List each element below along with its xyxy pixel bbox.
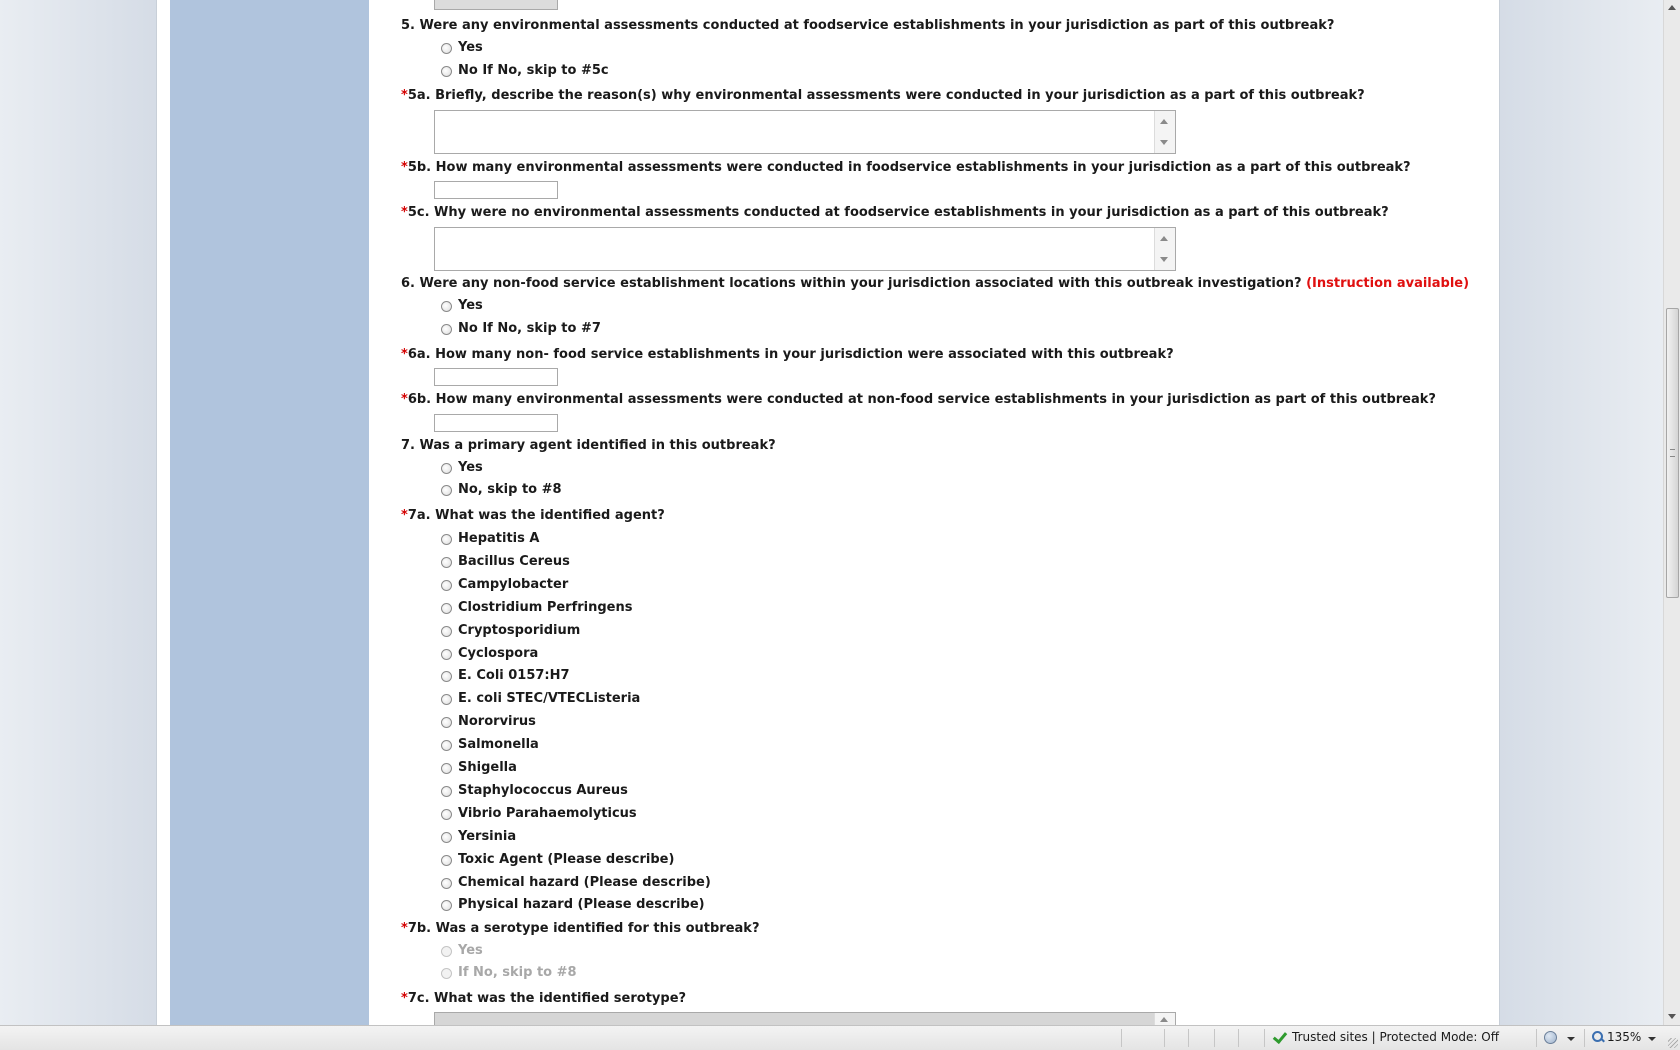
question-text: Was a primary agent identified in this outbreak? (419, 438, 776, 453)
option-label: Yersinia (458, 829, 517, 844)
question-7c (401, 991, 686, 1007)
radio-button[interactable] (441, 485, 452, 496)
zoom-control[interactable] (1592, 1030, 1641, 1044)
radio-button[interactable] (441, 900, 452, 911)
option-label: E. Coli 0157:H7 (458, 668, 570, 683)
option-label: Bacillus Cereus (458, 554, 570, 569)
q7-option-no[interactable] (441, 481, 562, 499)
question-number: 5b. (407, 160, 432, 175)
question-5 (401, 18, 1334, 34)
page-vertical-scrollbar[interactable] (1663, 0, 1680, 1025)
status-divider (1121, 1029, 1122, 1047)
q5a-textarea[interactable] (434, 110, 1176, 154)
radio-button (441, 968, 452, 979)
q7a-agent-option[interactable] (441, 530, 539, 548)
radio-button[interactable] (441, 809, 452, 820)
option-label: Cyclospora (458, 646, 539, 661)
textarea-scrollbar[interactable] (1154, 111, 1175, 153)
question-7a (401, 508, 665, 524)
option-label: Vibrio Parahaemolyticus (458, 806, 637, 821)
question-number: 6. (401, 276, 415, 291)
zoom-level: 135% (1607, 1030, 1642, 1044)
question-number: 7c. (407, 991, 430, 1006)
radio-button[interactable] (441, 626, 452, 637)
chevron-down-icon[interactable] (1567, 1037, 1575, 1041)
q6-option-yes[interactable] (441, 297, 483, 315)
q6a-number-input[interactable] (434, 368, 558, 386)
q7a-agent-option[interactable] (441, 576, 568, 594)
question-6 (401, 276, 1469, 292)
question-number: 5c. (407, 205, 430, 220)
required-marker: * (401, 347, 408, 362)
radio-button (441, 946, 452, 957)
q7c-textarea (434, 1012, 1176, 1025)
question-5b (401, 160, 1411, 176)
scroll-down-arrow-icon[interactable] (1160, 257, 1168, 262)
page-background-left (0, 0, 156, 1025)
option-label: Shigella (458, 760, 517, 775)
q7a-agent-option[interactable] (441, 622, 580, 640)
question-number: 6b. (407, 392, 432, 407)
q7a-agent-option[interactable] (441, 896, 705, 914)
question-text: What was the identified agent? (435, 508, 665, 523)
option-label: Campylobacter (458, 577, 569, 592)
question-number: 7b. (407, 921, 432, 936)
q7a-agent-option[interactable] (441, 645, 538, 663)
q7a-agent-option[interactable] (441, 851, 674, 869)
q7a-agent-option[interactable] (441, 667, 570, 685)
question-5a (401, 88, 1365, 104)
required-marker: * (401, 392, 408, 407)
scroll-up-arrow-icon[interactable] (1668, 5, 1676, 10)
question-number: 6a. (407, 347, 431, 362)
question-number: 7a. (407, 508, 431, 523)
required-marker: * (401, 991, 408, 1006)
scroll-up-arrow-icon (1160, 1017, 1168, 1022)
scroll-down-arrow-icon[interactable] (1668, 1014, 1676, 1019)
question-7b (401, 921, 759, 937)
radio-button[interactable] (441, 463, 452, 474)
option-label: Cryptosporidium (458, 623, 581, 638)
question-6b (401, 392, 1436, 408)
radio-button[interactable] (441, 717, 452, 728)
radio-button[interactable] (441, 603, 452, 614)
radio-button[interactable] (441, 66, 452, 77)
magnifier-icon (1592, 1031, 1604, 1043)
q7a-agent-option[interactable] (441, 599, 632, 617)
required-marker: * (401, 508, 408, 523)
q7a-agent-option[interactable] (441, 782, 628, 800)
option-label: If No, skip to #8 (458, 965, 577, 980)
required-marker: * (401, 88, 408, 103)
q5-option-yes[interactable] (441, 39, 483, 57)
scroll-up-arrow-icon[interactable] (1160, 236, 1168, 241)
q6-option-no[interactable] (441, 320, 601, 338)
radio-button[interactable] (441, 878, 452, 889)
q7a-agent-option[interactable] (441, 874, 711, 892)
radio-button[interactable] (441, 763, 452, 774)
option-label: No, skip to #8 (458, 482, 562, 497)
question-5c (401, 205, 1389, 221)
scroll-down-arrow-icon[interactable] (1160, 140, 1168, 145)
scroll-up-arrow-icon[interactable] (1160, 119, 1168, 124)
q5-option-no[interactable] (441, 62, 609, 80)
question-text: Were any environmental assessments conducted at foodservice establishments in your jurisdiction as part of this outbreak? (419, 18, 1335, 33)
status-divider (1214, 1029, 1215, 1047)
grip-icon (1670, 449, 1675, 457)
option-label: Clostridium Perfringens (458, 600, 633, 615)
left-sidebar-band (170, 0, 369, 1025)
option-label: Yes (458, 40, 483, 55)
question-7 (401, 438, 776, 454)
q7a-agent-option[interactable] (441, 759, 517, 777)
question-6a (401, 347, 1174, 363)
q7a-agent-option[interactable] (441, 805, 637, 823)
option-label: E. coli STEC/VTECListeria (458, 691, 641, 706)
option-label: Chemical hazard (Please describe) (458, 875, 711, 890)
textarea-scrollbar (1154, 1013, 1175, 1025)
previous-textarea-bottom[interactable] (434, 0, 558, 10)
radio-button[interactable] (441, 301, 452, 312)
q7a-agent-option[interactable] (441, 828, 516, 846)
radio-button[interactable] (441, 649, 452, 660)
q7a-agent-option[interactable] (441, 553, 570, 571)
q6b-number-input[interactable] (434, 414, 558, 432)
question-text: Was a serotype identified for this outbreak? (435, 921, 760, 936)
q7-option-yes[interactable] (441, 459, 483, 477)
required-marker: * (401, 160, 408, 175)
browser-status-bar (0, 1025, 1680, 1050)
resize-grip-icon[interactable] (1668, 1038, 1678, 1048)
option-label: Yes (458, 460, 483, 475)
radio-button[interactable] (441, 855, 452, 866)
required-marker: * (401, 205, 408, 220)
option-label: Nororvirus (458, 714, 536, 729)
radio-button[interactable] (441, 671, 452, 682)
checkmark-icon (1272, 1030, 1286, 1044)
radio-button[interactable] (441, 694, 452, 705)
radio-button[interactable] (441, 740, 452, 751)
option-label: Physical hazard (Please describe) (458, 897, 705, 912)
q7b-option-no (441, 964, 577, 982)
status-divider (1188, 1029, 1189, 1047)
security-zone-text: Trusted sites | Protected Mode: Off (1292, 1030, 1499, 1044)
radio-button[interactable] (441, 324, 452, 335)
question-text: How many environmental assessments were conducted at non-food service establishments in your jurisdiction as part of this outbreak? (435, 392, 1436, 407)
option-label: Yes (458, 298, 483, 313)
page-background-right (1500, 0, 1663, 1025)
textarea-scrollbar[interactable] (1154, 228, 1175, 270)
option-label: Staphylococcus Aureus (458, 783, 628, 798)
status-divider (1264, 1029, 1265, 1047)
status-divider (1238, 1029, 1239, 1047)
option-label: No If No, skip to #7 (458, 321, 601, 336)
question-text: Were any non-food service establishment locations within your jurisdiction associated with this outbreak investigation? (419, 276, 1302, 291)
radio-button[interactable] (441, 580, 452, 591)
required-marker: * (401, 921, 408, 936)
q5b-number-input[interactable] (434, 181, 558, 199)
globe-icon[interactable] (1544, 1031, 1557, 1044)
status-divider (1584, 1029, 1585, 1047)
q5c-textarea[interactable] (434, 227, 1176, 271)
scrollbar-thumb[interactable] (1666, 308, 1679, 598)
status-divider (1164, 1029, 1165, 1047)
question-text: How many environmental assessments were conducted in foodservice establishments in your jurisdiction as a part of this outbreak? (435, 160, 1411, 175)
status-divider (1536, 1029, 1537, 1047)
radio-button[interactable] (441, 43, 452, 54)
question-text: What was the identified serotype? (434, 991, 687, 1006)
option-label: Hepatitis A (458, 531, 540, 546)
q7b-option-yes (441, 942, 483, 960)
option-label: Yes (458, 943, 483, 958)
question-number: 5. (401, 18, 415, 33)
question-text: Briefly, describe the reason(s) why environmental assessments were conducted in your jurisdiction as a part of this outbreak? (435, 88, 1365, 103)
option-label: No If No, skip to #5c (458, 63, 609, 78)
question-text: Why were no environmental assessments conducted at foodservice establishments in your jurisdiction as a part of this outbreak? (434, 205, 1389, 220)
question-number: 5a. (407, 88, 431, 103)
question-number: 7. (401, 438, 415, 453)
option-label: Salmonella (458, 737, 539, 752)
chevron-down-icon[interactable] (1648, 1037, 1656, 1041)
instruction-link[interactable]: (Instruction available) (1306, 276, 1470, 291)
option-label: Toxic Agent (Please describe) (458, 852, 675, 867)
security-zone[interactable] (1272, 1030, 1499, 1044)
q7a-agent-option[interactable] (441, 690, 640, 708)
radio-button[interactable] (441, 832, 452, 843)
q7a-agent-option[interactable] (441, 736, 539, 754)
radio-button[interactable] (441, 534, 452, 545)
radio-button[interactable] (441, 786, 452, 797)
question-text: How many non- food service establishments in your jurisdiction were associated with this outbreak? (435, 347, 1174, 362)
radio-button[interactable] (441, 557, 452, 568)
q7a-agent-option[interactable] (441, 713, 536, 731)
